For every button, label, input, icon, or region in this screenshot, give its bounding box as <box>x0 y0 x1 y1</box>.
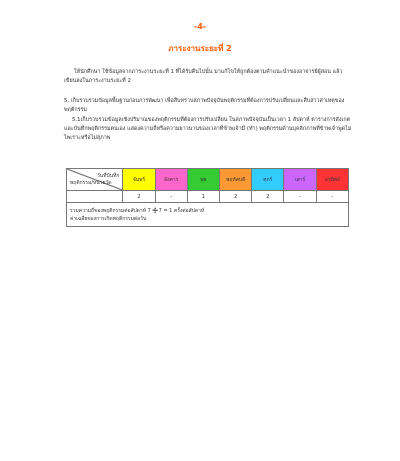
value-cell: 2 <box>252 191 284 203</box>
header-row <box>67 169 349 191</box>
value-cell: - <box>155 191 187 203</box>
corner-cell <box>67 169 123 191</box>
day-monday: จันทร์ <box>123 169 155 191</box>
summary-cell <box>67 203 349 227</box>
page-title: ภาระงานระยะที่ 2 <box>168 44 232 53</box>
paragraph-instructions: ให้นักศึกษา ใช้ข้อมูลจากภาระงานระยะที่ 1 ที่ได้รับคืนไปนั้น มาแก้ไขให้ถูกต้องตามคำแนะนำของอาจารย์ผู้สอน แล้วเขียนลงในภาระงานระยะที่ 2 <box>64 69 343 84</box>
summary-row <box>67 203 349 227</box>
page-number: -4- <box>193 22 207 31</box>
table-row <box>67 191 349 203</box>
summary-average: ค่าเฉลี่ยของการเกิดพฤติกรรมต่อวัน <box>70 215 147 222</box>
paragraph-item-5: 5. เก็บรวบรวมข้อมูลพื้นฐานก่อนการพัฒนา เพื่อสืบทราบสภาพปัจจุบันพฤติกรรมที่ต้องการปรับเปลี่ยนและสืบสาวสาเหตุของพฤติกรรม <box>64 98 345 113</box>
value-cell: - <box>284 191 316 203</box>
value-cell: 2 <box>220 191 252 203</box>
day-friday: ศุกร์ <box>252 169 284 191</box>
day-sunday: อาทิตย์ <box>316 169 348 191</box>
value-cell: 1 <box>187 191 219 203</box>
row-label-cell <box>67 191 123 203</box>
value-cell: 2 <box>123 191 155 203</box>
day-wednesday: พุธ <box>187 169 219 191</box>
observation-table <box>66 168 349 227</box>
corner-bottom-label: พฤติกรรม/หน่วยวัด <box>70 180 112 186</box>
paragraph-item-5-1: 5.1เก็บรวบรวมข้อมูลเชิงปริมาณของพฤติกรรมที่ต้องการปรับเปลี่ยน ในสภาพปัจจุบันเป็นเวลา 1 สัปดาห์ ตารางการสังเกต และบันทึกพฤติกรรมตนเอง แสดงความถี่หรือความยาวนานของเวลาที่ข้าพเจ้ามี (ทำ) พฤติกรรมด้านบุคลิกภาพที่ข้าพเจ้าพูดไม่ไพเราะหรือไม่สุภาพ <box>64 117 352 141</box>
day-thursday: พฤหัสบดี <box>220 169 252 191</box>
day-saturday: เสาร์ <box>284 169 316 191</box>
summary-frequency: รวมความถี่ของพฤติกรรมต่อสัปดาห์ 7 ➗7 = 1 ครั้งต่อสัปดาห์ <box>70 207 205 214</box>
corner-top-label: วันที่บันทึก <box>96 173 120 179</box>
day-tuesday: อังคาร <box>155 169 187 191</box>
value-cell: - <box>316 191 348 203</box>
